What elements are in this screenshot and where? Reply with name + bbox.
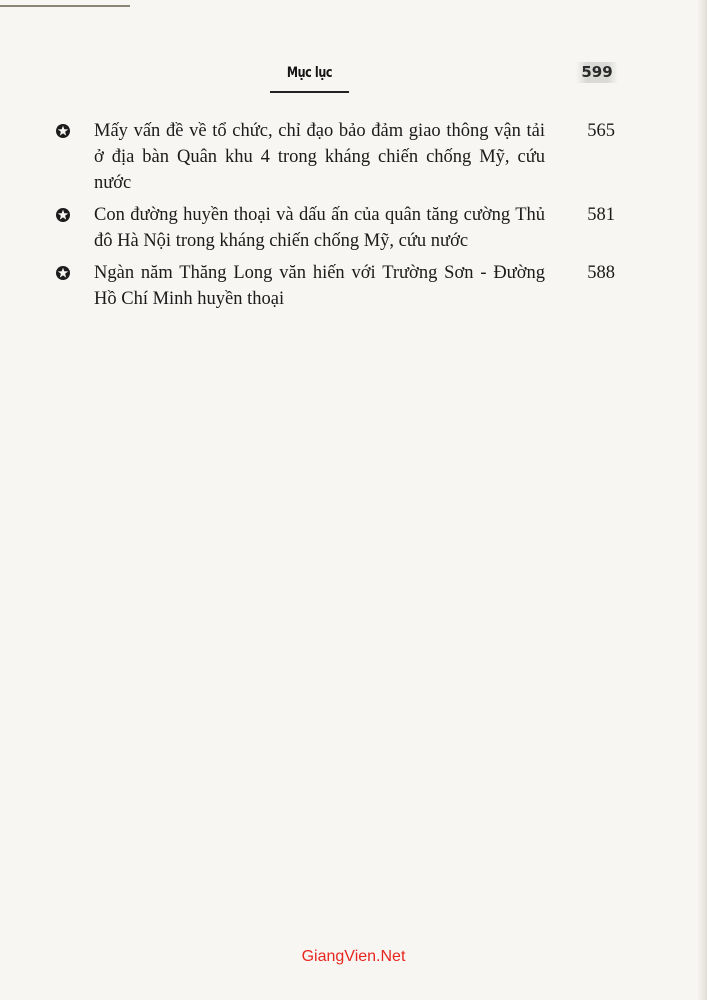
table-of-contents (55, 118, 625, 318)
toc-entry-title: Con đường huyền thoại và dấu ấn của quân tăng cường Thủ đô Hà Nội trong kháng chiến chống Mỹ, cứu nước (94, 205, 545, 251)
page-number: 599 (576, 62, 618, 83)
star-circle-icon (55, 207, 71, 223)
toc-entry-page: 588 (587, 263, 615, 283)
top-edge-rule (0, 5, 130, 7)
page-edge-shadow (697, 0, 707, 1000)
toc-entry[interactable] (55, 202, 625, 254)
star-circle-icon (55, 265, 71, 281)
toc-entry-title: Ngàn năm Thăng Long văn hiến với Trường Sơn - Đường Hồ Chí Minh huyền thoại (94, 263, 545, 309)
star-circle-icon (55, 123, 71, 139)
toc-entry-title: Mấy vấn đề về tổ chức, chỉ đạo bảo đảm giao thông vận tải ở địa bàn Quân khu 4 trong kháng chiến chống Mỹ, cứu nước (94, 121, 545, 193)
title-underline (270, 91, 349, 93)
toc-entry-page: 581 (587, 205, 615, 225)
watermark-link[interactable]: GiangVien.Net (301, 948, 406, 965)
toc-entry[interactable] (55, 260, 625, 312)
page-header (0, 62, 707, 102)
section-title: Mục lục (286, 65, 333, 81)
toc-entry[interactable] (55, 118, 625, 196)
toc-entry-page: 565 (587, 121, 615, 141)
